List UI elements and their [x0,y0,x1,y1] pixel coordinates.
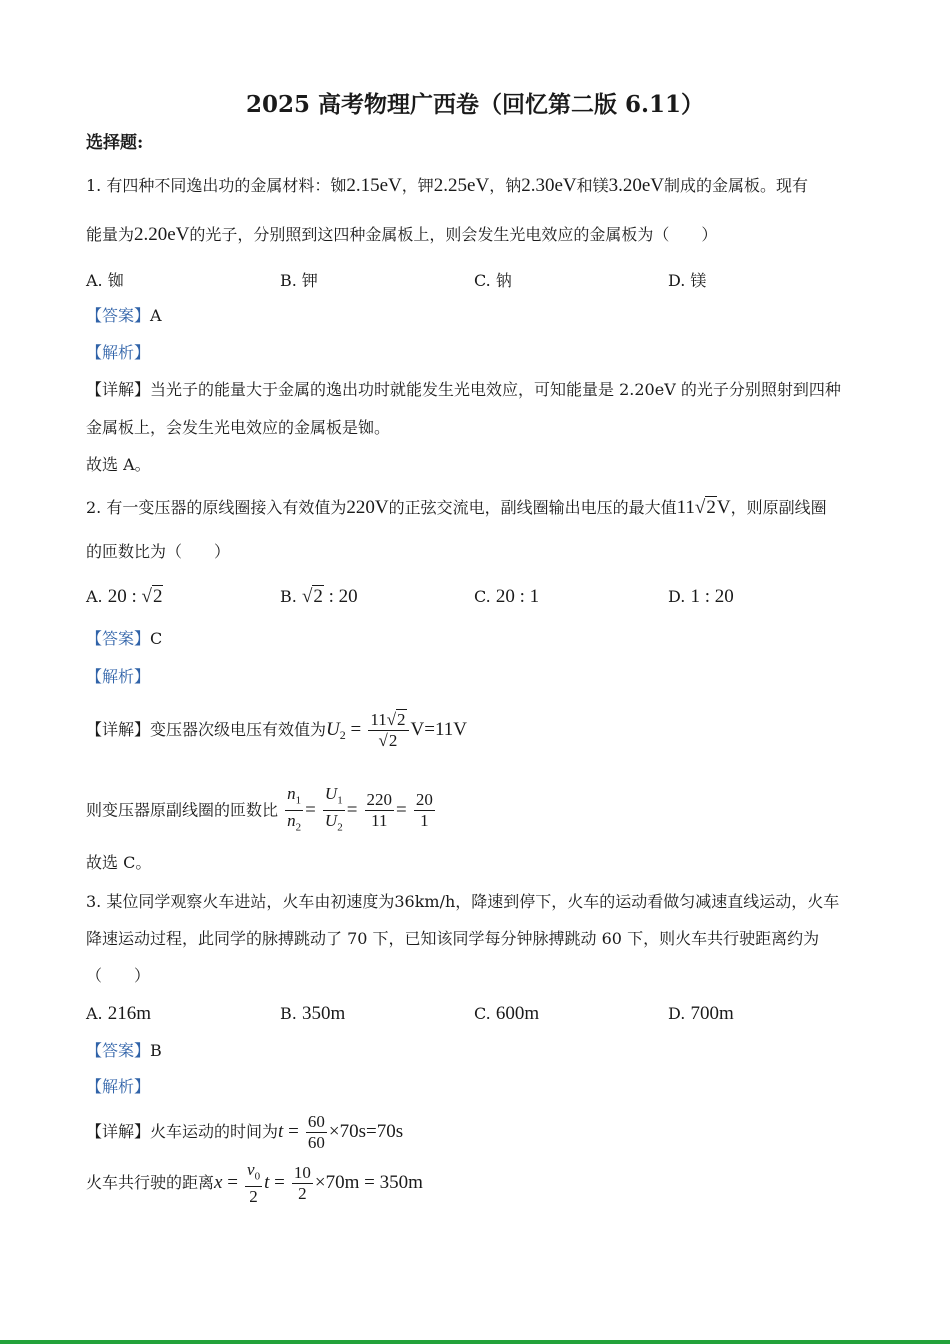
q3-stem-line1: 3. 某位同学观察火车进站，火车由初速度为36km/h，降速到停下，火车的运动看做匀减速直线运动，火车 [86,892,840,911]
q3-option-a: A. 216m [86,1003,152,1024]
q3-option-b: B. 350m [280,1003,346,1024]
q3-answer: 【答案】B [86,1041,162,1060]
q2-u2-fraction: $\frac{11√2}{√2}$ [368,710,408,751]
q1-option-a: A. 铷 [86,271,124,290]
q2-ratio-line: 则变压器原副线圈的匝数比 $\frac{n_1}{n_2}$ = $\frac{U_1}{U_2}$ = $\frac{220}{11}$ = $\frac{20}{1}$ [86,784,437,838]
q3-time-fraction: $\frac{60}{60}$ [307,1112,325,1152]
q1-option-c: C. 钠 [474,271,512,290]
q2-conclusion: 故选 C。 [86,853,152,872]
q3-time-line: 【详解】火车运动的时间为t = $\frac{60}{60}$ ×70s=70s [86,1112,404,1152]
q2-u-fraction: $\frac{U_1}{U_2}$ [324,784,343,834]
q2-n-fraction: $\frac{n_1}{n_2}$ [287,784,302,834]
q1-detail-line1: 【详解】当光子的能量大于金属的逸出功时就能发生光电效应，可知能量是 2.20eV 的光子分别照射到四种 [86,380,841,399]
q3-stem-line3: （ ） [86,966,151,985]
q1-option-b: B. 钾 [280,271,318,290]
q2-stem-line1: 2. 有一变压器的原线圈接入有效值为220V的正弦交流电，副线圈输出电压的最大值11√2V，则原副线圈 [86,497,827,518]
q1-stem-line1: 1. 有四种不同逸出功的金属材料：铷2.15eV，钾2.25eV，钠2.30eV和镁3.20eV制成的金属板。现有 [86,175,809,196]
section-heading: 选择题: [86,133,144,153]
page-title: 2025 高考物理广西卷（回忆第二版 6.11） [245,91,705,118]
q2-answer: 【答案】C [86,629,163,648]
q2-detail-line: 【详解】变压器次级电压有效值为$U_2$ = $\frac{11√2}{√2}$ V=11V [86,710,467,750]
q1-answer: 【答案】A [86,306,162,325]
q3-v0-fraction: $\frac{v_0}{2}$ [247,1160,261,1207]
q2-value-fraction: $\frac{220}{11}$ [366,790,393,831]
q2-option-a: A. 20 : √2 [86,586,163,607]
q3-distance-line: 火车共行驶的距离x = $\frac{v_0}{2}$ t = $\frac{10}{2}$ ×70m = 350m [86,1160,423,1207]
bottom-accent-bar [0,1340,950,1344]
q3-option-c: C. 600m [474,1003,540,1024]
q1-conclusion: 故选 A。 [86,455,151,474]
q2-option-d: D. 1 : 20 [668,586,734,607]
q1-option-d: D. 镁 [668,271,707,290]
q3-stem-line2: 降速运动过程，此同学的脉搏跳动了 70 下，已知该同学每分钟脉搏跳动 60 下，则火车共行驶距离约为 [86,929,820,948]
q1-analysis-label: 【解析】 [86,343,151,362]
q1-stem-line2: 能量为2.20eV的光子，分别照到这四种金属板上，则会发生光电效应的金属板为（ ） [86,224,718,245]
q2-option-c: C. 20 : 1 [474,586,540,607]
q2-analysis-label: 【解析】 [86,667,151,686]
q3-distance-fraction: $\frac{10}{2}$ [293,1163,311,1204]
q2-option-b: B. √2 : 20 [280,586,358,607]
q2-stem-line2: 的匝数比为（ ） [86,542,231,561]
q1-detail-line2: 金属板上，会发生光电效应的金属板是铷。 [86,418,391,437]
q3-option-d: D. 700m [668,1003,734,1024]
q3-analysis-label: 【解析】 [86,1077,151,1096]
q2-result-fraction: $\frac{20}{1}$ [415,790,433,831]
